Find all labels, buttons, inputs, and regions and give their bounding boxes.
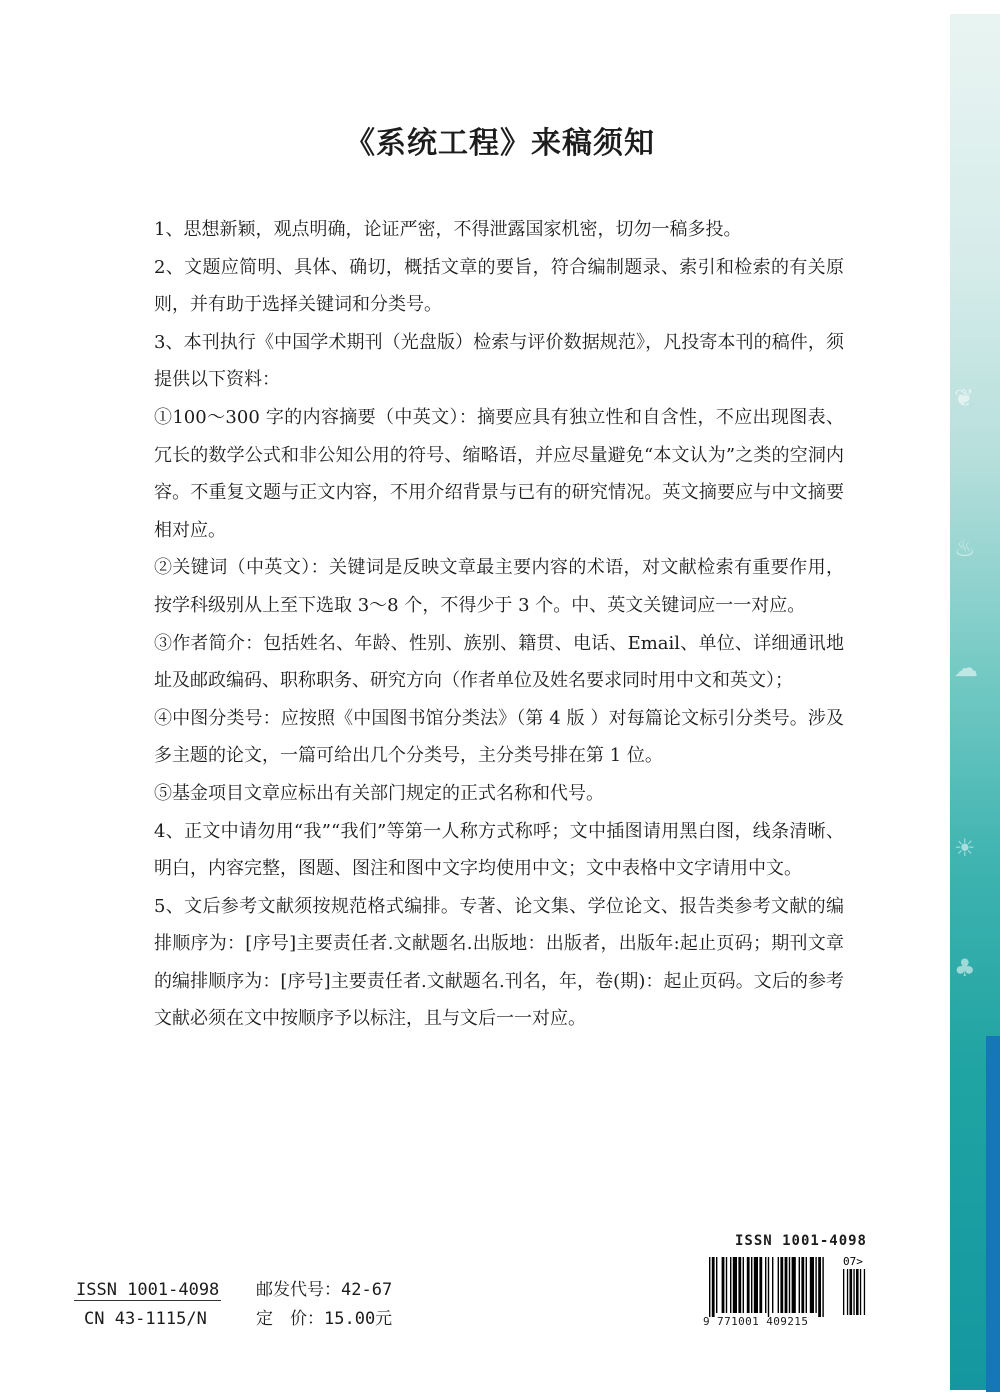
barcode-bar — [754, 1257, 758, 1313]
barcode-bar — [785, 1257, 788, 1313]
barcode-digits: 9 771001 409215 — [703, 1315, 809, 1328]
barcode-addon-label: 07> — [843, 1255, 863, 1268]
barcode-addon-bar — [860, 1269, 861, 1315]
barcode-addon-bar — [847, 1269, 848, 1315]
barcode-bar — [726, 1257, 727, 1313]
barcode-bar — [799, 1257, 800, 1313]
barcode-bar — [789, 1257, 790, 1313]
barcode-bar — [730, 1257, 731, 1313]
barcode-bar — [709, 1257, 710, 1317]
barcode-addon-bar — [843, 1269, 844, 1315]
barcode-addon-bar — [864, 1269, 865, 1315]
blue-strip — [986, 1036, 1000, 1392]
barcode-issn: ISSN 1001-4098 — [734, 1233, 867, 1249]
guideline-4: 4、正文中请勿用“我”“我们”等第一人称方式称呼；文中插图请用黑白图，线条清晰、明白，内容完整，图题、图注和图中文字均使用中文；文中表格中文字请用中文。 — [154, 820, 844, 880]
guideline-3: 3、本刊执行《中国学术期刊（光盘版）检索与评价数据规范》，凡投寄本刊的稿件，须提供以下资料： — [154, 331, 844, 391]
issn-number: ISSN 1001-4098 — [76, 1280, 220, 1300]
barcode-bar — [759, 1257, 762, 1313]
postal-code: 邮发代号：42-67 — [256, 1280, 393, 1300]
barcode-block — [703, 1233, 875, 1328]
page-title: 《系统工程》来稿须知 — [345, 126, 655, 161]
barcode-bar — [733, 1257, 737, 1313]
barcode-bar — [778, 1257, 779, 1313]
decorative-side-band — [950, 14, 1000, 1390]
barcode-bar — [772, 1257, 773, 1313]
barcode-bar — [765, 1257, 766, 1313]
barcode-addon-bar — [853, 1269, 854, 1315]
cn-number: CN 43-1115/N — [84, 1309, 207, 1329]
leaf-icon: ❦ — [954, 384, 975, 412]
barcode-bar — [792, 1257, 796, 1313]
postal-and-price — [256, 1276, 392, 1334]
barcode-addon-bar — [856, 1269, 859, 1315]
barcode-bar — [751, 1257, 752, 1313]
submission-guidelines — [154, 211, 844, 1038]
barcode-graphic — [703, 1255, 875, 1317]
journal-identifiers — [74, 1276, 221, 1334]
barcode-bar — [722, 1257, 725, 1313]
guideline-5: 5、文后参考文献须按规范格式编排。专著、论文集、学位论文、报告类参考文献的编排顺序为：[序号]主要责任者.文献题名.出版地：出版者，出版年:起止页码；期刊文章的编排顺序为：[序号]主要责任者.文献题名.刊名，年，卷(期)：起止页码。文后的参考文献必须在文中按顺序予以标注，且与文后一一对应。 — [154, 895, 844, 1030]
guideline-1: 1、思想新颖，观点明确，论证严密，不得泄露国家机密，切勿一稿多投。 — [154, 219, 742, 240]
barcode-bar — [801, 1257, 804, 1313]
barcode-bar — [738, 1257, 741, 1313]
sun-icon: ☀ — [954, 834, 976, 862]
barcode-bar — [743, 1257, 744, 1313]
barcode-bar — [747, 1257, 750, 1313]
guideline-3-abstract: ①100～300 字的内容摘要（中英文）：摘要应具有独立性和自含性，不应出现图表、冗长的数学公式和非公知公用的符号、缩略语，并应尽量避免“本文认为”之类的空洞内容。不重复文题与正文内容，不用介绍背景与已有的研究情况。英文摘要应与中文摘要相对应。 — [154, 406, 844, 541]
barcode-bar — [780, 1257, 783, 1313]
barcode-bar — [815, 1257, 816, 1313]
barcode-bar — [806, 1257, 807, 1313]
guideline-3-classification: ④中图分类号：应按照《中国图书馆分类法》（第 4 版 ）对每篇论文标引分类号。涉及多主题的论文，一篇可给出几个分类号，主分类号排在第 1 位。 — [154, 707, 844, 767]
barcode-bar — [712, 1257, 715, 1317]
guideline-2: 2、文题应简明、具体、确切，概括文章的要旨，符合编制题录、索引和检索的有关原则，并有助于选择关键词和分类号。 — [154, 256, 844, 316]
barcode-addon-bar — [850, 1269, 853, 1315]
guideline-3-keywords: ②关键词（中英文）：关键词是反映文章最主要内容的术语，对文献检索有重要作用，按学科级别从上至下选取 3～8 个，不得少于 3 个。中、英文关键词应一一对应。 — [154, 557, 844, 616]
tree-icon: ♣ — [954, 954, 976, 982]
barcode-bar — [768, 1257, 769, 1317]
barcode-bar — [716, 1257, 717, 1313]
cloud-icon: ☁ — [954, 654, 978, 682]
guideline-3-author-bio: ③作者简介：包括姓名、年龄、性别、族别、籍贯、电话、Email、单位、详细通讯地址及邮政编码、职称职务、研究方向（作者单位及姓名要求同时用中文和英文）； — [154, 632, 844, 692]
drop-icon: ♨ — [954, 534, 976, 562]
barcode-bar — [822, 1257, 823, 1317]
barcode-bar — [818, 1257, 821, 1317]
price: 定 价：15.00元 — [256, 1309, 393, 1329]
guideline-3-fund: ⑤基金项目文章应标出有关部门规定的正式名称和代号。 — [154, 782, 604, 804]
barcode-bar — [810, 1257, 814, 1313]
